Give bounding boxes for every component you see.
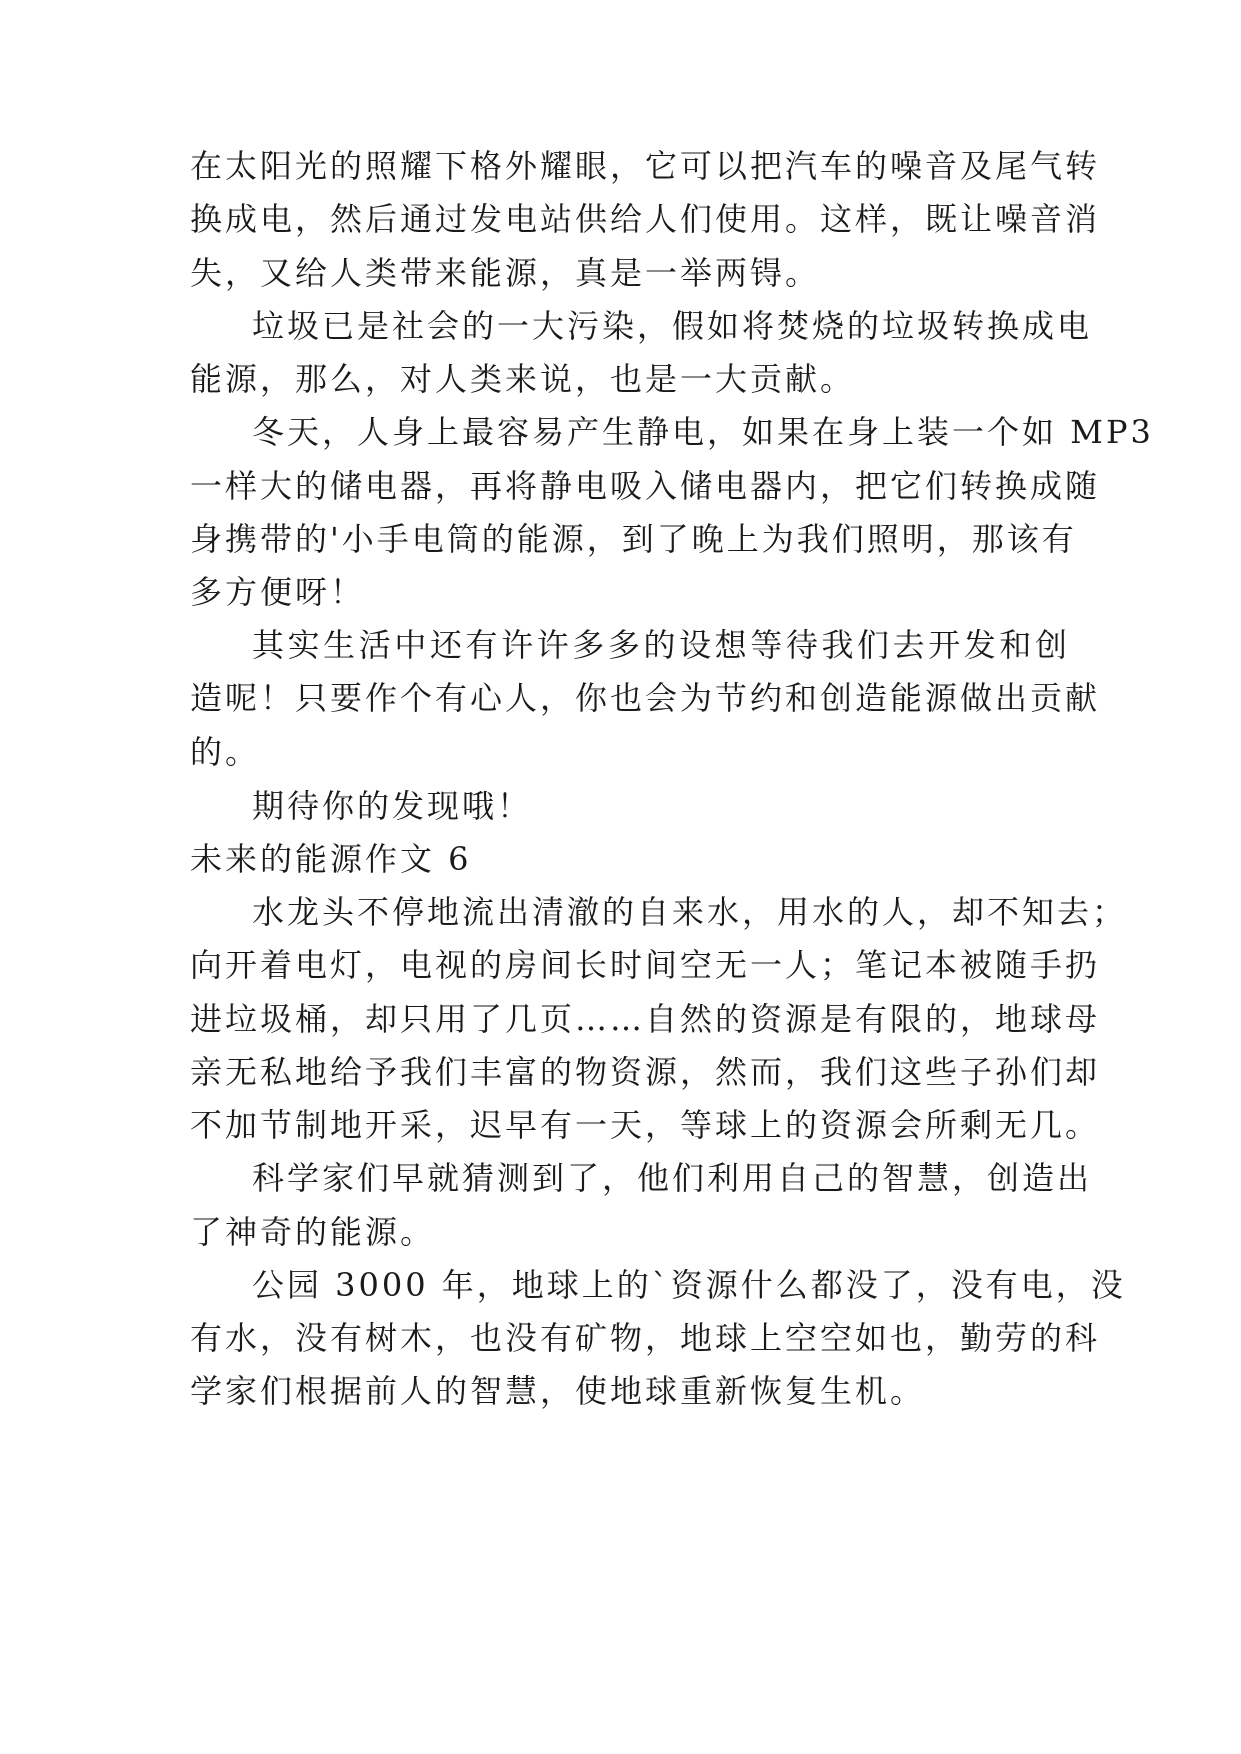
text-line: 在太阳光的照耀下格外耀眼，它可以把汽车的噪音及尾气转 [190,147,1101,185]
paragraph-first-line: 垃圾已是社会的一大污染，假如将焚烧的垃圾转换成电 [252,307,1093,345]
text-line: 的。 [190,733,261,771]
text-line: 进垃圾桶，却只用了几页……自然的资源是有限的，地球母 [190,1000,1101,1038]
text-line: 一样大的储电器，再将静电吸入储电器内，把它们转换成随 [190,467,1101,505]
paragraph-first-line: 科学家们早就猜测到了，他们利用自己的智慧，创造出 [252,1159,1093,1197]
text-line: 有水，没有树木，也没有矿物，地球上空空如也，勤劳的科 [190,1319,1101,1357]
text-line: 多方便呀！ [190,573,366,611]
text-line: 身携带的'小手电筒的能源，到了晚上为我们照明，那该有 [190,520,1077,558]
text-line: 不加节制地开采，迟早有一天，等球上的资源会所剩无几。 [190,1106,1101,1144]
paragraph-first-line: 公园 3000 年，地球上的`资源什么都没了，没有电，没 [252,1266,1126,1304]
text-line: 换成电，然后通过发电站供给人们使用。这样，既让噪音消 [190,200,1101,238]
text-line: 造呢！只要作个有心人，你也会为节约和创造能源做出贡献 [190,679,1101,717]
paragraph-first-line: 期待你的发现哦！ [252,787,533,825]
text-line: 能源，那么，对人类来说，也是一大贡献。 [190,360,856,398]
text-line: 失，又给人类带来能源，真是一举两锝。 [190,254,821,292]
text-line: 亲无私地给予我们丰富的物资源，然而，我们这些子孙们却 [190,1053,1101,1091]
paragraph-first-line: 冬天，人身上最容易产生静电，如果在身上装一个如 MP3 [252,413,1154,451]
text-line: 了神奇的能源。 [190,1213,436,1251]
paragraph-first-line: 其实生活中还有许许多多的设想等待我们去开发和创 [252,626,1070,664]
text-line: 向开着电灯，电视的房间长时间空无一人；笔记本被随手扔 [190,946,1101,984]
section-heading: 未来的能源作文 6 [190,840,472,878]
paragraph-first-line: 水龙头不停地流出清澈的自来水，用水的人，却不知去； [252,893,1128,931]
text-line: 学家们根据前人的智慧，使地球重新恢复生机。 [190,1372,926,1410]
